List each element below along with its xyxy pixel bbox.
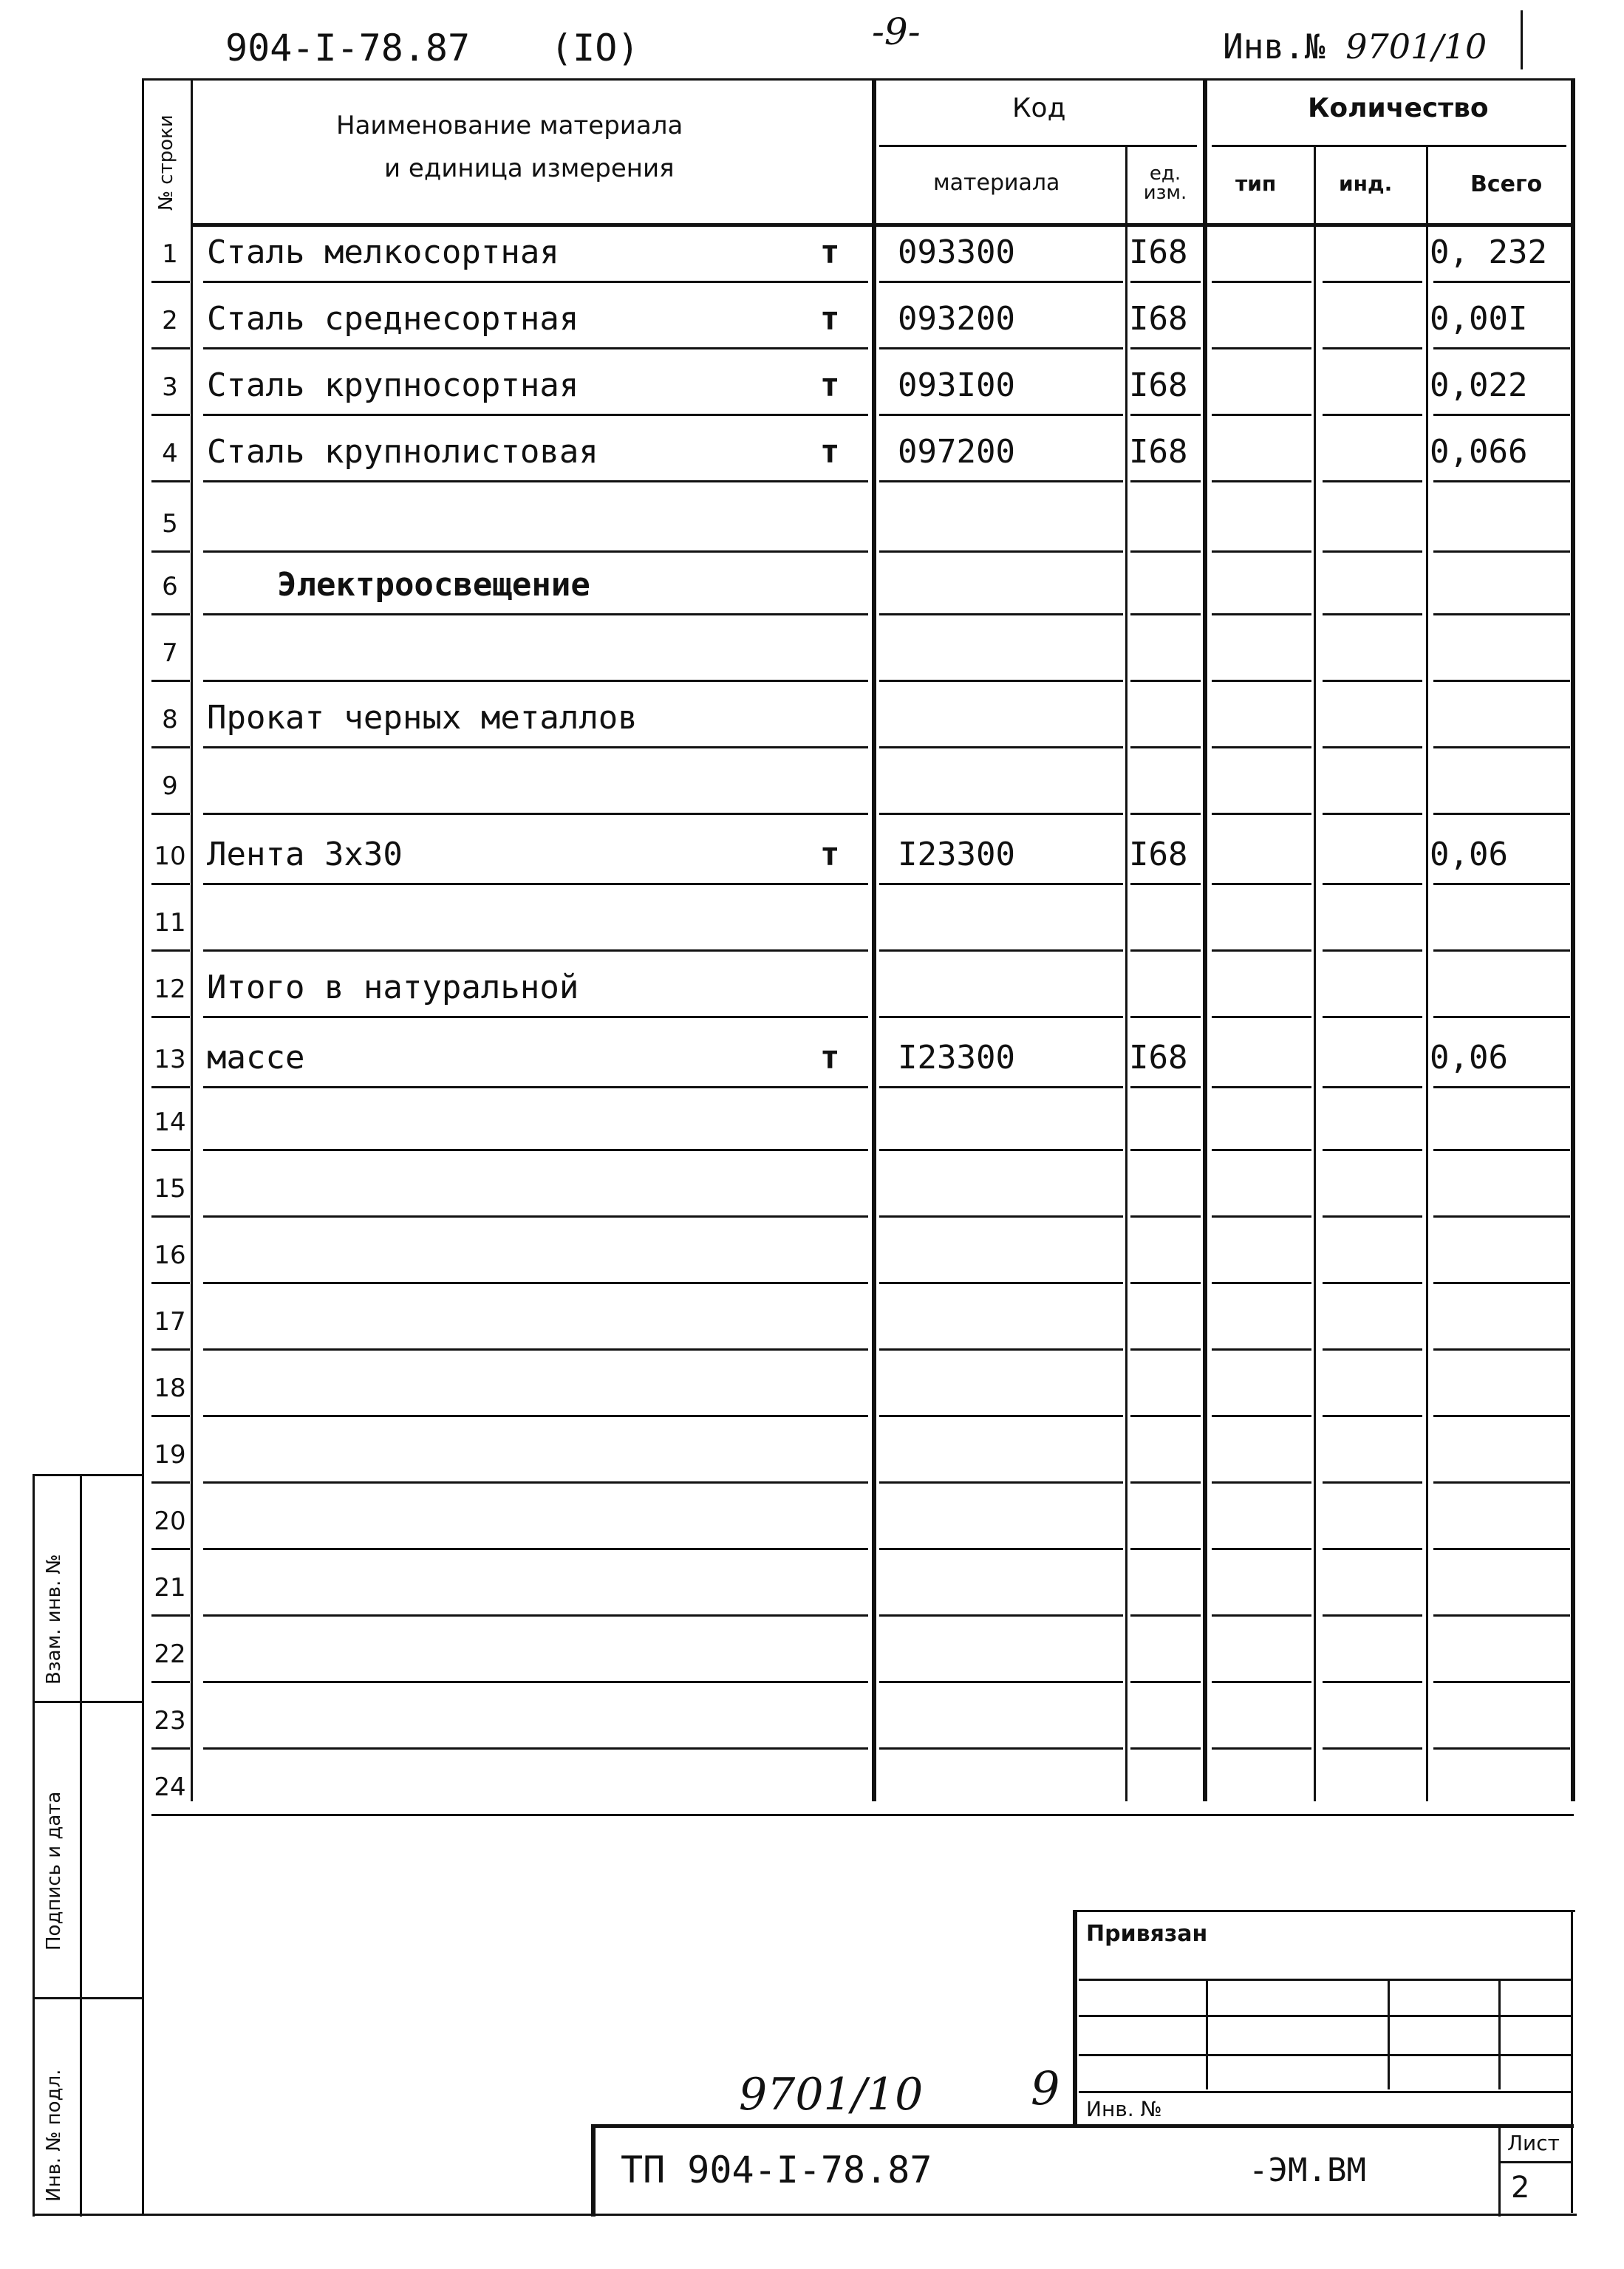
row-cell-line: [1212, 1282, 1311, 1284]
row-cell-line: [1130, 1614, 1201, 1617]
row-number-line: [151, 1282, 190, 1284]
row-number-line: [151, 1481, 190, 1484]
row-cell-line: [879, 680, 1123, 682]
row-cell-line: [879, 613, 1123, 615]
row-name: Сталь крупносортная: [207, 366, 579, 404]
doc-title: ТП 904-I-78.87: [621, 2149, 932, 2191]
row-cell-line: [1212, 1614, 1311, 1617]
row-total: 0,066: [1430, 433, 1528, 471]
row-name: массе: [207, 1039, 305, 1077]
stamp-handwritten-num: 9: [1031, 2061, 1060, 2115]
stamp-col-1: [1206, 1979, 1208, 2089]
row-unit: т: [820, 366, 840, 404]
row-cell-line: [1323, 883, 1422, 885]
row-cell-line: [879, 480, 1123, 482]
titleblock-top: [591, 2124, 1574, 2128]
row-cell-line: [879, 1086, 1123, 1088]
stamp-col-3: [1498, 1979, 1501, 2089]
row-cell-line: [1323, 1614, 1422, 1617]
row-cell-line: [1130, 680, 1201, 682]
rownum-divider: [191, 78, 193, 1801]
row-cell-line: [1130, 1086, 1201, 1088]
material-unit-divider: [1125, 145, 1127, 1801]
row-number-line: [151, 949, 190, 952]
row-cell-line: [1323, 813, 1422, 815]
row-cell-line: [1212, 1348, 1311, 1351]
row-code: 097200: [898, 433, 1015, 471]
stamp-line-4: [1079, 2091, 1571, 2093]
row-number: 8: [162, 705, 178, 734]
code-qty-divider: [1203, 78, 1207, 1801]
row-unit-code: I68: [1129, 836, 1188, 873]
row-name-line: [203, 1614, 868, 1617]
row-cell-line: [1433, 1481, 1570, 1484]
row-cell-line: [1323, 1016, 1422, 1018]
row-cell-line: [879, 746, 1123, 748]
sidebar-vzam: Взам. инв. №: [43, 1554, 65, 1685]
row-cell-line: [1212, 613, 1311, 615]
row-unit: т: [820, 836, 840, 873]
row-number: 16: [154, 1241, 186, 1270]
sidebar-outer-border: [33, 1474, 35, 2217]
row-cell-line: [1433, 281, 1570, 283]
row-unit: т: [820, 433, 840, 471]
sidebar-divider-2: [33, 1997, 143, 1999]
row-name-line: [203, 1481, 868, 1484]
inv-label: Инв.№: [1223, 27, 1326, 66]
row-total: 0,06: [1430, 1039, 1508, 1077]
row-number-line: [151, 613, 190, 615]
row-cell-line: [1433, 1614, 1570, 1617]
row-name-line: [203, 480, 868, 482]
table-bottom-border: [151, 1814, 1574, 1816]
row-cell-line: [1433, 813, 1570, 815]
row-cell-line: [1433, 550, 1570, 553]
titleblock-doc-suffix: -ЭМ.ВМ: [1249, 2152, 1366, 2189]
stamp-col-2: [1388, 1979, 1390, 2089]
row-unit: т: [820, 300, 840, 338]
row-cell-line: [1130, 347, 1201, 349]
row-number: 6: [162, 572, 178, 601]
row-cell-line: [879, 1348, 1123, 1351]
row-cell-line: [1130, 613, 1201, 615]
row-name-line: [203, 680, 868, 682]
stamp-handwritten-inv: 9701/10: [739, 2069, 924, 2120]
row-unit-code: I68: [1129, 233, 1188, 271]
row-cell-line: [1130, 1282, 1201, 1284]
row-cell-line: [1323, 1747, 1422, 1750]
row-cell-line: [879, 1481, 1123, 1484]
row-code: 093200: [898, 300, 1015, 338]
sidebar-top: [33, 1474, 143, 1476]
row-number: 14: [154, 1108, 186, 1137]
top-right-tick: [1521, 10, 1523, 69]
row-cell-line: [1323, 1149, 1422, 1151]
row-name-line: [203, 1348, 868, 1351]
row-number: 11: [154, 908, 186, 938]
row-cell-line: [1130, 1348, 1201, 1351]
row-number-line: [151, 1614, 190, 1617]
row-cell-line: [1212, 550, 1311, 553]
row-unit-code: I68: [1129, 300, 1188, 338]
row-number: 12: [154, 975, 186, 1004]
row-name-line: [203, 550, 868, 553]
sidebar-divider-1: [33, 1701, 143, 1703]
stamp-left-border: [1073, 1910, 1077, 2124]
table-top-border: [142, 78, 1575, 81]
row-cell-line: [1130, 1548, 1201, 1550]
ind-total-divider: [1426, 145, 1428, 1801]
header-code: Код: [1012, 93, 1066, 123]
row-cell-line: [1323, 680, 1422, 682]
row-cell-line: [1130, 883, 1201, 885]
row-cell-line: [1130, 1149, 1201, 1151]
row-name: Итого в натуральной: [207, 969, 579, 1006]
row-cell-line: [1130, 813, 1201, 815]
stamp-inv-no: Инв. №: [1086, 2097, 1162, 2121]
header-qty-type: тип: [1235, 171, 1277, 196]
row-cell-line: [1323, 281, 1422, 283]
row-unit-code: I68: [1129, 366, 1188, 404]
stamp-line-3: [1079, 2054, 1571, 2056]
row-number: 13: [154, 1045, 186, 1074]
row-name: Электроосвещение: [277, 566, 590, 604]
row-cell-line: [879, 1548, 1123, 1550]
row-name-line: [203, 1086, 868, 1088]
row-number-line: [151, 414, 190, 416]
row-cell-line: [1433, 680, 1570, 682]
row-cell-line: [879, 1747, 1123, 1750]
row-code: 093I00: [898, 366, 1015, 404]
row-number: 23: [154, 1706, 186, 1736]
row-cell-line: [1130, 281, 1201, 283]
row-unit: т: [820, 1039, 840, 1077]
row-name-line: [203, 1747, 868, 1750]
row-cell-line: [1212, 1747, 1311, 1750]
row-cell-line: [1212, 347, 1311, 349]
row-number: 19: [154, 1440, 186, 1470]
row-number-line: [151, 1149, 190, 1151]
row-unit-code: I68: [1129, 1039, 1188, 1077]
row-cell-line: [1433, 1348, 1570, 1351]
row-code: I23300: [898, 1039, 1015, 1077]
row-cell-line: [1212, 680, 1311, 682]
row-name-line: [203, 1016, 868, 1018]
row-unit-code: I68: [1129, 433, 1188, 471]
row-name-line: [203, 1282, 868, 1284]
row-cell-line: [1323, 1415, 1422, 1417]
row-code: I23300: [898, 836, 1015, 873]
row-cell-line: [1433, 480, 1570, 482]
header-code-material: материала: [933, 170, 1060, 196]
stamp-privyazan: Привязан: [1086, 1921, 1208, 1947]
row-number-line: [151, 1548, 190, 1550]
row-number-line: [151, 1348, 190, 1351]
row-number: 2: [162, 306, 178, 335]
row-name: Сталь среднесортная: [207, 300, 579, 338]
header-code-subline: [879, 145, 1197, 147]
row-name-line: [203, 414, 868, 416]
row-number-line: [151, 1681, 190, 1683]
stamp-right-border: [1571, 1910, 1573, 2213]
row-number-line: [151, 813, 190, 815]
row-cell-line: [1323, 1681, 1422, 1683]
titleblock-list-line: [1498, 2161, 1572, 2163]
row-name-line: [203, 1681, 868, 1683]
header-code-unit: ед. изм.: [1143, 163, 1187, 204]
stamp-line-2: [1079, 2015, 1571, 2017]
row-cell-line: [879, 281, 1123, 283]
stamp-top: [1073, 1910, 1575, 1912]
row-cell-line: [1433, 347, 1570, 349]
row-cell-line: [1130, 1681, 1201, 1683]
type-ind-divider: [1314, 145, 1316, 1801]
row-cell-line: [1212, 281, 1311, 283]
row-cell-line: [1212, 1681, 1311, 1683]
row-cell-line: [1130, 746, 1201, 748]
row-cell-line: [1130, 414, 1201, 416]
row-cell-line: [1323, 347, 1422, 349]
row-cell-line: [1323, 949, 1422, 952]
row-number: 4: [162, 439, 178, 468]
row-number: 9: [162, 771, 178, 801]
row-cell-line: [1433, 883, 1570, 885]
row-name-line: [203, 1415, 868, 1417]
row-cell-line: [879, 883, 1123, 885]
row-cell-line: [1323, 480, 1422, 482]
row-cell-line: [879, 1415, 1123, 1417]
row-number: 22: [154, 1640, 186, 1669]
row-cell-line: [1130, 550, 1201, 553]
row-unit: т: [820, 233, 840, 271]
row-cell-line: [879, 813, 1123, 815]
row-number-line: [151, 1016, 190, 1018]
row-cell-line: [1323, 1348, 1422, 1351]
titleblock-doc-title: [621, 2149, 932, 2191]
row-cell-line: [1323, 1548, 1422, 1550]
row-name: Сталь крупнолистовая: [207, 433, 598, 471]
name-code-divider: [872, 78, 876, 1801]
row-cell-line: [1212, 1016, 1311, 1018]
row-name-line: [203, 1215, 868, 1218]
row-number: 17: [154, 1307, 186, 1337]
sidebar-inv-podl: Инв. № подл.: [43, 2069, 65, 2202]
row-cell-line: [1212, 746, 1311, 748]
row-name-line: [203, 613, 868, 615]
row-total: 0,06: [1430, 836, 1508, 873]
row-cell-line: [1433, 949, 1570, 952]
row-number: 3: [162, 372, 178, 402]
row-number-line: [151, 1215, 190, 1218]
row-name-line: [203, 281, 868, 283]
row-number: 10: [154, 842, 186, 871]
row-cell-line: [1433, 1681, 1570, 1683]
titleblock-list-value: 2: [1511, 2171, 1530, 2205]
page-bottom-border: [33, 2214, 1577, 2216]
row-cell-line: [1130, 1415, 1201, 1417]
row-number-line: [151, 550, 190, 553]
row-cell-line: [1323, 414, 1422, 416]
row-cell-line: [1212, 1481, 1311, 1484]
row-number: 1: [162, 239, 178, 269]
sidebar-podpis: Подпись и дата: [43, 1791, 65, 1951]
row-number: 21: [154, 1573, 186, 1603]
row-cell-line: [1433, 746, 1570, 748]
header-qty-total: Всего: [1470, 171, 1543, 197]
row-name: Сталь мелкосортная: [207, 233, 559, 271]
titleblock-left: [591, 2124, 596, 2217]
header-quantity: Количество: [1308, 93, 1489, 123]
row-number-line: [151, 1415, 190, 1417]
page-number: -9-: [872, 10, 921, 53]
stamp-line-1: [1079, 1979, 1571, 1981]
table-right-border: [1571, 78, 1575, 1801]
row-cell-line: [1212, 813, 1311, 815]
row-cell-line: [1212, 1415, 1311, 1417]
row-cell-line: [879, 949, 1123, 952]
row-cell-line: [1433, 1149, 1570, 1151]
row-cell-line: [1323, 1282, 1422, 1284]
row-name: Лента 3х30: [207, 836, 403, 873]
sidebar-inner-border: [80, 1474, 82, 2217]
row-cell-line: [1130, 1747, 1201, 1750]
row-cell-line: [1212, 1215, 1311, 1218]
row-cell-line: [879, 414, 1123, 416]
row-cell-line: [1433, 1747, 1570, 1750]
row-name-line: [203, 883, 868, 885]
row-code: 093300: [898, 233, 1015, 271]
row-cell-line: [879, 347, 1123, 349]
header-qty-ind: инд.: [1339, 171, 1393, 196]
row-cell-line: [1323, 550, 1422, 553]
row-number: 20: [154, 1507, 186, 1536]
row-cell-line: [1130, 1215, 1201, 1218]
row-cell-line: [1130, 1481, 1201, 1484]
header-name-line1: Наименование материала: [336, 111, 683, 140]
row-total: 0,00I: [1430, 300, 1528, 338]
row-cell-line: [1212, 480, 1311, 482]
row-name-line: [203, 746, 868, 748]
row-cell-line: [879, 1282, 1123, 1284]
row-number: 24: [154, 1772, 186, 1802]
frame-left-border: [142, 78, 144, 2214]
row-cell-line: [879, 1016, 1123, 1018]
row-total: 0, 232: [1430, 233, 1547, 271]
row-cell-line: [1433, 1016, 1570, 1018]
row-total: 0,022: [1430, 366, 1528, 404]
row-cell-line: [1433, 1215, 1570, 1218]
row-name: Прокат черных металлов: [207, 699, 638, 737]
titleblock-list-divider: [1498, 2124, 1501, 2217]
header-qty-subline: [1212, 145, 1566, 147]
row-name-line: [203, 1548, 868, 1550]
row-number-line: [151, 281, 190, 283]
row-cell-line: [1130, 949, 1201, 952]
row-cell-line: [1212, 1548, 1311, 1550]
row-number-line: [151, 1086, 190, 1088]
row-number-line: [151, 680, 190, 682]
row-name-line: [203, 813, 868, 815]
row-cell-line: [879, 1614, 1123, 1617]
row-number-line: [151, 347, 190, 349]
row-cell-line: [1212, 883, 1311, 885]
row-number: 18: [154, 1374, 186, 1403]
row-number: 5: [162, 509, 178, 539]
row-cell-line: [1433, 613, 1570, 615]
row-cell-line: [1323, 746, 1422, 748]
row-name-line: [203, 1149, 868, 1151]
row-cell-line: [879, 1681, 1123, 1683]
row-number: 15: [154, 1174, 186, 1204]
inv-value: 9701/10: [1345, 27, 1487, 66]
row-cell-line: [1323, 1481, 1422, 1484]
row-name-line: [203, 949, 868, 952]
row-number: 7: [162, 638, 178, 668]
header-row-number: № строки: [155, 115, 177, 211]
doc-code: 904-I-78.87: [225, 27, 471, 69]
row-cell-line: [1130, 1016, 1201, 1018]
row-cell-line: [1212, 414, 1311, 416]
row-cell-line: [1212, 1149, 1311, 1151]
row-cell-line: [879, 550, 1123, 553]
row-cell-line: [1212, 949, 1311, 952]
row-name-line: [203, 347, 868, 349]
row-cell-line: [1433, 414, 1570, 416]
header-bottom-border: [191, 223, 1572, 227]
row-cell-line: [879, 1215, 1123, 1218]
row-cell-line: [879, 1149, 1123, 1151]
header-name-line2: и единица измерения: [384, 154, 675, 183]
row-cell-line: [1323, 613, 1422, 615]
row-number-line: [151, 1747, 190, 1750]
row-cell-line: [1323, 1086, 1422, 1088]
row-cell-line: [1433, 1282, 1570, 1284]
top-sheet-code: (IO): [550, 27, 640, 69]
row-cell-line: [1433, 1415, 1570, 1417]
row-cell-line: [1433, 1086, 1570, 1088]
row-number-line: [151, 746, 190, 748]
titleblock-list-label: Лист: [1507, 2131, 1560, 2155]
top-doc-code: [225, 27, 470, 69]
row-number-line: [151, 480, 190, 482]
inv-number-block: [1223, 27, 1487, 66]
row-cell-line: [1130, 480, 1201, 482]
row-number-line: [151, 883, 190, 885]
row-cell-line: [1323, 1215, 1422, 1218]
row-cell-line: [1433, 1548, 1570, 1550]
row-cell-line: [1212, 1086, 1311, 1088]
